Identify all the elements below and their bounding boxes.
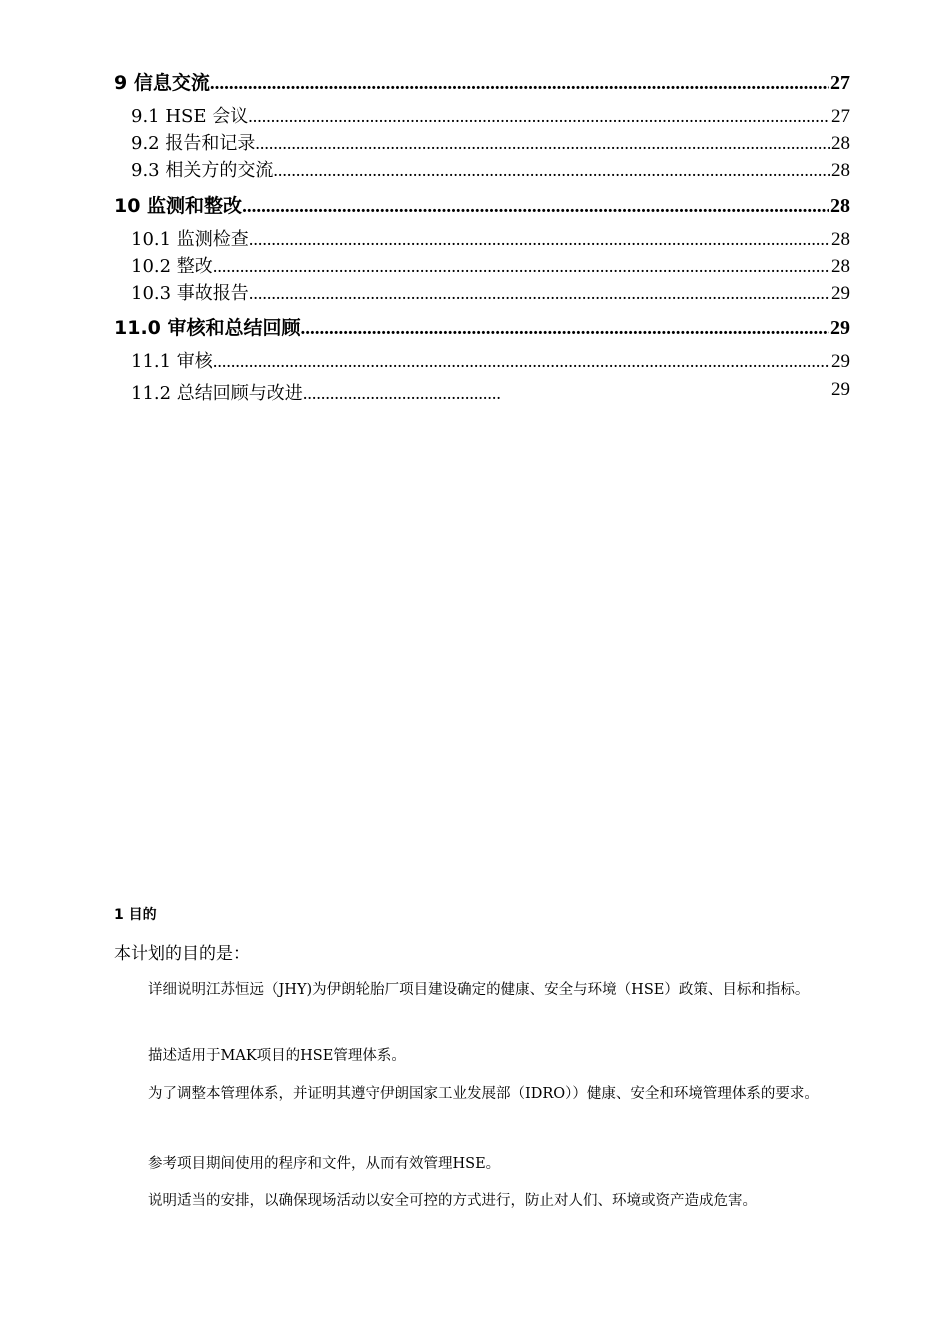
- toc-page-number: 28: [831, 229, 850, 250]
- toc-leader-dots: [213, 257, 830, 275]
- paragraph: 详细说明江苏恒远（JHY)为伊朗轮胎厂项目建设确定的健康、安全与环境（HSE）政策、目标和指标。: [148, 982, 810, 998]
- toc-entry-11[interactable]: [114, 318, 850, 338]
- toc-entry-9-3[interactable]: [131, 161, 850, 180]
- toc-label: 11.1 审核: [131, 351, 213, 372]
- toc-page-number: 29: [831, 379, 850, 400]
- toc-page-number: 29: [831, 283, 850, 304]
- toc-label: 9.2 报告和记录: [131, 133, 256, 154]
- toc-leader-dots: [249, 230, 830, 248]
- section-intro: 本计划的目的是：: [114, 944, 250, 964]
- toc-entry-10-1[interactable]: [131, 230, 850, 249]
- paragraph: 为了调整本管理体系，并证明其遵守伊朗国家工业发展部（IDRO））健康、安全和环境管理体系的要求。: [148, 1086, 819, 1102]
- toc-page-number: 28: [830, 195, 850, 217]
- toc-entry-9-2[interactable]: [131, 134, 850, 153]
- toc-leader-dots: [273, 161, 830, 179]
- toc-leader-dots: [248, 107, 830, 125]
- toc-entry-9[interactable]: [114, 73, 850, 93]
- toc-entry-10-3[interactable]: [131, 284, 850, 303]
- toc-label: 10.2 整改: [131, 256, 213, 277]
- toc-leader-dots: [301, 319, 830, 338]
- toc-entry-10[interactable]: [114, 196, 850, 216]
- toc-leader-dots: [213, 352, 830, 370]
- paragraph: 说明适当的安排，以确保现场活动以安全可控的方式进行，防止对人们、环境或资产造成危害。: [148, 1193, 757, 1209]
- toc-entry-11-1[interactable]: [131, 352, 850, 371]
- toc-leader-dots: [255, 134, 830, 152]
- section-heading: 1 目的: [114, 907, 157, 923]
- paragraph: 描述适用于MAK项目的HSE管理体系。: [148, 1048, 406, 1064]
- toc-page-number: 28: [831, 256, 850, 277]
- toc-leader-dots: [242, 197, 829, 216]
- toc-page-number: 27: [831, 106, 850, 127]
- paragraph: 参考项目期间使用的程序和文件，从而有效管理HSE。: [148, 1156, 501, 1172]
- toc-label: 9.1 HSE 会议: [131, 106, 249, 127]
- toc-page-number: 28: [831, 133, 850, 154]
- toc-leader-dots: [249, 284, 830, 302]
- toc-page-number: 27: [830, 72, 850, 94]
- toc-label: 9 信息交流: [114, 72, 210, 94]
- toc-leader-dots: [210, 74, 829, 93]
- toc-entry-11-2[interactable]: [131, 379, 850, 405]
- toc-entry-9-1[interactable]: [131, 107, 850, 126]
- toc-page-number: 29: [831, 351, 850, 372]
- toc-label: 10.3 事故报告: [131, 283, 249, 304]
- toc-page-number: 28: [831, 160, 850, 181]
- toc-leader-dots: ............................................: [302, 383, 501, 403]
- toc-page-number: 29: [830, 317, 850, 339]
- toc-entry-10-2[interactable]: [131, 257, 850, 276]
- toc-label: 11.2 总结回顾与改进: [131, 383, 303, 404]
- toc-label: 10.1 监测检查: [131, 229, 249, 250]
- toc-label: 11.0 审核和总结回顾: [114, 317, 301, 339]
- toc-label: 9.3 相关方的交流: [131, 160, 274, 181]
- toc-label: 10 监测和整改: [114, 195, 243, 217]
